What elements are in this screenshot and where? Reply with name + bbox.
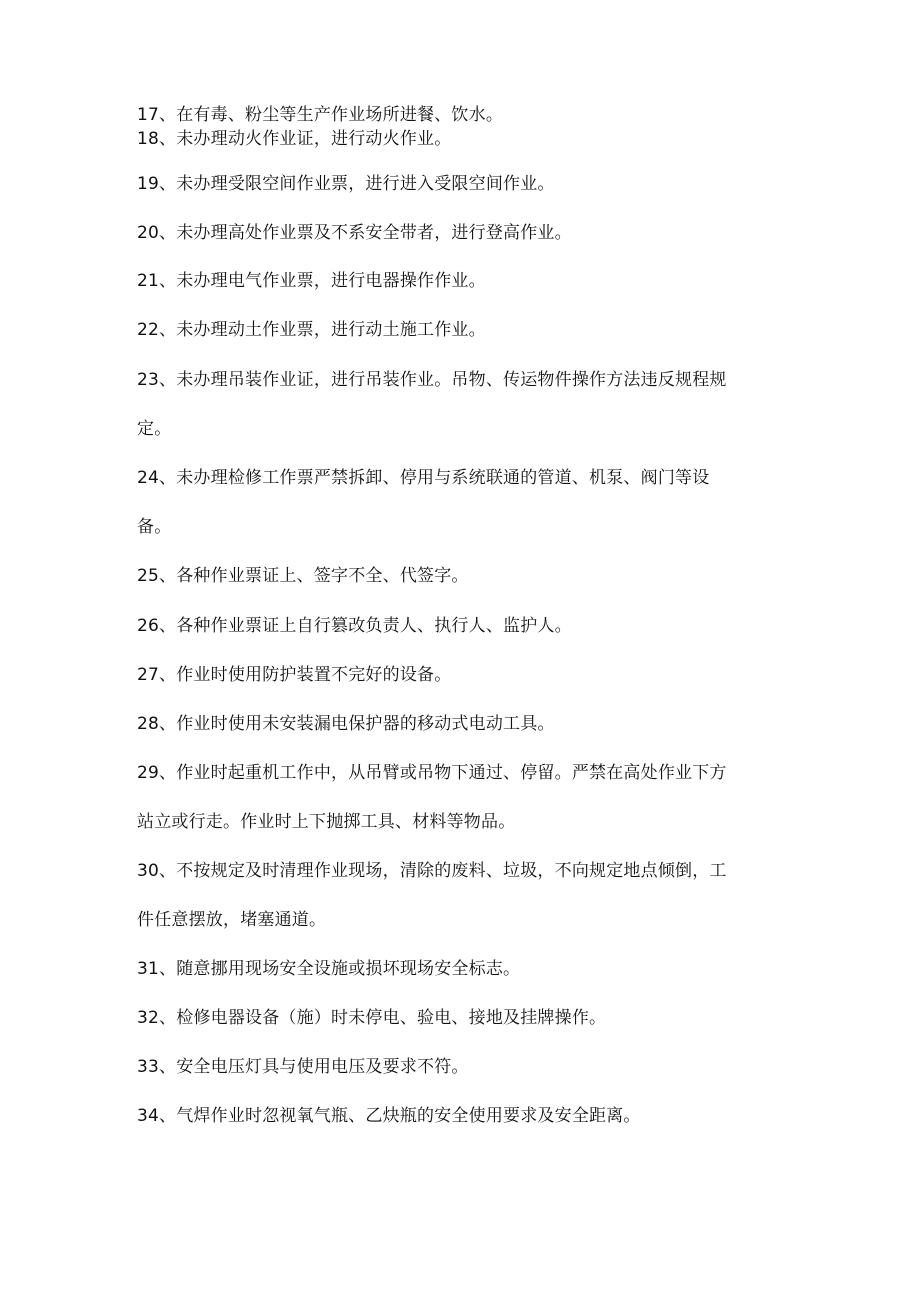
list-item-23-continuation: 定。 (137, 419, 172, 439)
list-item-18: 18、未办理动火作业证，进行动火作业。 (137, 129, 452, 149)
list-item-34: 34、气焊作业时忽视氧气瓶、乙炔瓶的安全使用要求及安全距离。 (137, 1106, 641, 1126)
list-item-29-continuation: 站立或行走。作业时上下抛掷工具、材料等物品。 (137, 812, 516, 832)
list-item-17: 17、在有毒、粉尘等生产作业场所进餐、饮水。 (137, 105, 504, 125)
list-item-20: 20、未办理高处作业票及不系安全带者，进行登高作业。 (137, 223, 572, 243)
list-item-21: 21、未办理电气作业票，进行电器操作作业。 (137, 271, 486, 291)
list-item-29: 29、作业时起重机工作中，从吊臂或吊物下通过、停留。严禁在高处作业下方 (137, 763, 727, 783)
list-item-24-continuation: 备。 (137, 517, 172, 537)
list-item-30-continuation: 件任意摆放，堵塞通道。 (137, 910, 327, 930)
list-item-32: 32、检修电器设备（施）时未停电、验电、接地及挂牌操作。 (137, 1008, 607, 1028)
list-item-22: 22、未办理动土作业票，进行动土施工作业。 (137, 320, 486, 340)
list-item-25: 25、各种作业票证上、签字不全、代签字。 (137, 566, 469, 586)
list-item-24: 24、未办理检修工作票严禁拆卸、停用与系统联通的管道、机泵、阀门等设 (137, 468, 710, 488)
list-item-33: 33、安全电压灯具与使用电压及要求不符。 (137, 1057, 469, 1077)
list-item-26: 26、各种作业票证上自行篡改负责人、执行人、监护人。 (137, 616, 572, 636)
list-item-30: 30、不按规定及时清理作业现场，清除的废料、垃圾，不向规定地点倾倒，工 (137, 861, 727, 881)
list-item-28: 28、作业时使用未安装漏电保护器的移动式电动工具。 (137, 714, 555, 734)
list-item-19: 19、未办理受限空间作业票，进行进入受限空间作业。 (137, 174, 555, 194)
list-item-23: 23、未办理吊装作业证，进行吊装作业。吊物、传运物件操作方法违反规程规 (137, 370, 727, 390)
list-item-31: 31、随意挪用现场安全设施或损坏现场安全标志。 (137, 959, 521, 979)
list-item-27: 27、作业时使用防护装置不完好的设备。 (137, 665, 452, 685)
